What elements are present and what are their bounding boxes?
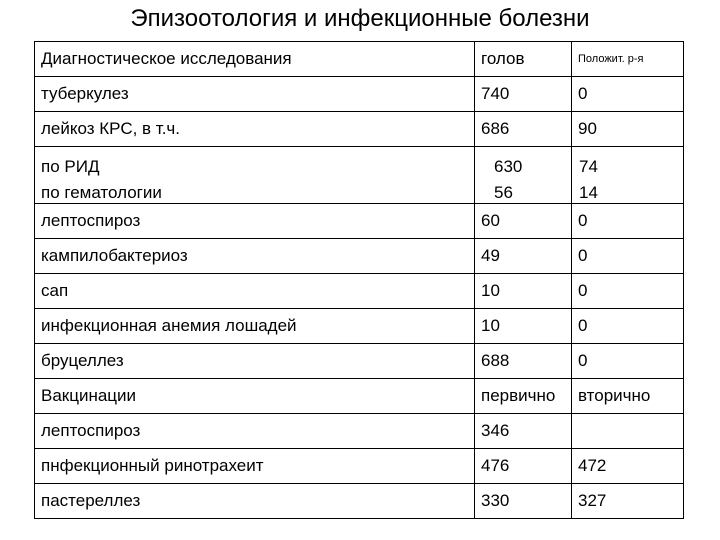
row-name: по гематологии [41, 183, 162, 202]
row-secondary: 327 [578, 491, 607, 510]
secondary-label: вторично [578, 386, 651, 405]
row-positive: 0 [578, 84, 588, 103]
row-name: бруцеллез [41, 351, 124, 370]
row-name: лептоспироз [41, 211, 141, 230]
vaccination-header-row [35, 379, 684, 414]
table-row [35, 112, 684, 147]
row-name: кампилобактериоз [41, 246, 188, 265]
row-positive: 0 [578, 211, 588, 230]
diagnostics-table [34, 41, 684, 519]
header-cell [572, 42, 684, 77]
row-heads: 49 [481, 246, 500, 265]
row-name: по РИД [41, 157, 100, 176]
header-positive-label: Положит. р-я [578, 53, 644, 65]
row-heads: 10 [481, 281, 500, 300]
table-row [35, 414, 684, 449]
row-positive: 74 [579, 157, 598, 176]
header-heads-label: голов [481, 49, 525, 68]
table-row [35, 309, 684, 344]
row-positive: 0 [578, 246, 588, 265]
row-name: туберкулез [41, 84, 129, 103]
table-row [35, 344, 684, 379]
row-name: инфекционная анемия лошадей [41, 316, 297, 335]
row-primary: 346 [481, 421, 510, 440]
row-name: лептоспироз [41, 421, 141, 440]
table-row [35, 204, 684, 239]
row-heads: 740 [481, 84, 510, 103]
row-positive: 0 [578, 351, 588, 370]
row-name: лейкоз КРС, в т.ч. [41, 119, 181, 138]
row-heads: 630 [494, 157, 523, 176]
table-row [35, 274, 684, 309]
row-heads: 10 [481, 316, 500, 335]
row-name: пастереллез [41, 491, 141, 510]
header-diagnostics-label: Диагностическое исследования [41, 49, 292, 68]
row-heads: 60 [481, 211, 500, 230]
primary-label: первично [481, 386, 556, 405]
table-row [35, 77, 684, 112]
header-cell [475, 42, 572, 77]
row-positive: 90 [578, 119, 597, 138]
row-secondary [578, 414, 683, 421]
table-header-row [35, 42, 684, 77]
row-heads: 56 [494, 183, 513, 202]
row-primary: 330 [481, 491, 510, 510]
page-title: Эпизоотология и инфекционные болезни [130, 5, 590, 32]
row-positive: 0 [578, 281, 588, 300]
header-cell [35, 42, 475, 77]
table-row [35, 484, 684, 519]
row-secondary: 472 [578, 456, 607, 475]
table-row [35, 239, 684, 274]
row-primary: 476 [481, 456, 510, 475]
row-positive: 14 [579, 183, 598, 202]
row-heads: 688 [481, 351, 510, 370]
table-row [35, 147, 684, 204]
vaccination-label: Вакцинации [41, 386, 137, 405]
row-name: пнфекционный ринотрахеит [41, 456, 264, 475]
row-positive: 0 [578, 316, 588, 335]
row-name: сап [41, 281, 69, 300]
row-heads: 686 [481, 119, 510, 138]
table-row [35, 449, 684, 484]
